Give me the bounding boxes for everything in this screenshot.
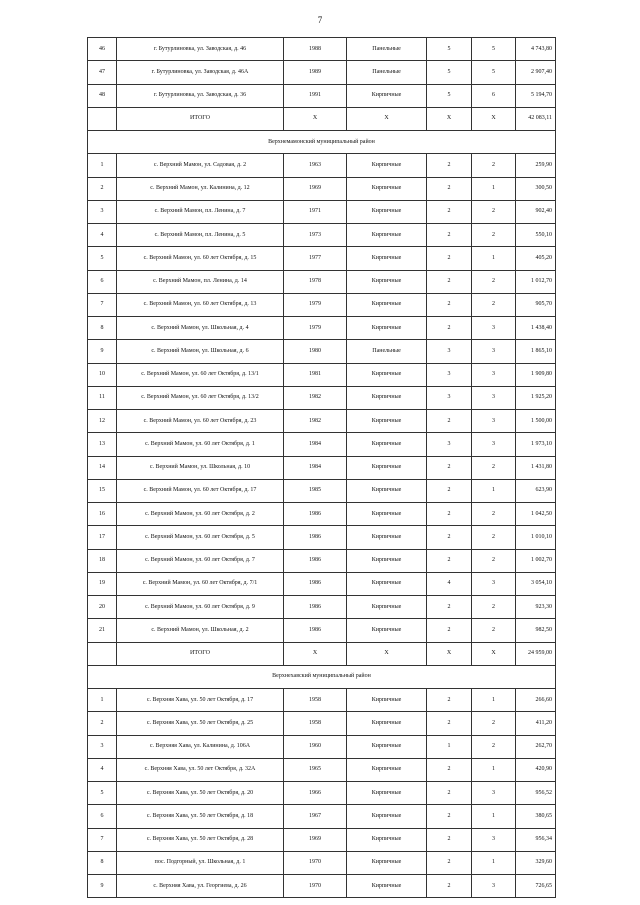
- total-label: ИТОГО: [117, 107, 284, 130]
- row-number: 19: [88, 572, 117, 595]
- area-cell: 1 865,10: [516, 340, 556, 363]
- material-cell: Кирпичные: [347, 200, 427, 223]
- page-number: 7: [317, 15, 323, 25]
- entrances-cell: 6: [472, 84, 516, 107]
- entrances-cell: 2: [472, 456, 516, 479]
- row-number: 9: [88, 340, 117, 363]
- address-cell: с. Верхняя Хава, ул. Георгиева, д. 26: [117, 875, 284, 898]
- table-row: [88, 154, 556, 177]
- material-cell: Кирпичные: [347, 386, 427, 409]
- area-cell: 1 002,70: [516, 549, 556, 572]
- floors-cell: 2: [427, 619, 472, 642]
- row-number: 10: [88, 363, 117, 386]
- floors-cell: 2: [427, 479, 472, 502]
- entrances-cell: 2: [472, 503, 516, 526]
- entrances-cell: 2: [472, 270, 516, 293]
- floors-cell: 3: [427, 340, 472, 363]
- area-cell: 1 431,80: [516, 456, 556, 479]
- table-row: [88, 735, 556, 758]
- area-cell: 1 012,70: [516, 270, 556, 293]
- table-row: [88, 200, 556, 223]
- area-cell: 905,70: [516, 293, 556, 316]
- total-label: ИТОГО: [117, 642, 284, 665]
- table-row: [88, 456, 556, 479]
- floors-cell: 2: [427, 177, 472, 200]
- address-cell: с. Верхняя Хава, ул. 50 лет Октября, д. 32А: [117, 758, 284, 781]
- row-number: 7: [88, 293, 117, 316]
- entrances-cell: 2: [472, 224, 516, 247]
- floors-cell: 2: [427, 805, 472, 828]
- row-number: 7: [88, 828, 117, 851]
- table-row: [88, 828, 556, 851]
- row-number: 20: [88, 596, 117, 619]
- address-cell: с. Верхняя Хава, ул. 50 лет Октября, д. 20: [117, 782, 284, 805]
- total-area: 24 959,00: [516, 642, 556, 665]
- address-cell: с. Верхний Мамон, пл. Ленина, д. 7: [117, 200, 284, 223]
- year-cell: 1981: [284, 363, 347, 386]
- row-number: 3: [88, 735, 117, 758]
- table-row: [88, 805, 556, 828]
- total-material: X: [347, 642, 427, 665]
- material-cell: Кирпичные: [347, 503, 427, 526]
- entrances-cell: 2: [472, 526, 516, 549]
- floors-cell: 3: [427, 386, 472, 409]
- area-cell: 956,34: [516, 828, 556, 851]
- entrances-cell: 3: [472, 828, 516, 851]
- material-cell: Кирпичные: [347, 270, 427, 293]
- address-cell: г. Бутурлиновка, ул. Заводская, д. 46А: [117, 61, 284, 84]
- area-cell: 1 438,40: [516, 317, 556, 340]
- table-row: [88, 619, 556, 642]
- row-number: 12: [88, 410, 117, 433]
- entrances-cell: 1: [472, 805, 516, 828]
- row-number: 9: [88, 875, 117, 898]
- address-cell: с. Верхний Мамон, ул. Школьная, д. 6: [117, 340, 284, 363]
- floors-cell: 4: [427, 572, 472, 595]
- material-cell: Кирпичные: [347, 549, 427, 572]
- address-cell: с. Верхняя Хава, ул. Калинина, д. 106А: [117, 735, 284, 758]
- entrances-cell: 3: [472, 433, 516, 456]
- floors-cell: 5: [427, 38, 472, 61]
- area-cell: 405,20: [516, 247, 556, 270]
- floors-cell: 2: [427, 224, 472, 247]
- entrances-cell: 2: [472, 735, 516, 758]
- table-row: [88, 875, 556, 898]
- entrances-cell: 3: [472, 572, 516, 595]
- material-cell: Кирпичные: [347, 293, 427, 316]
- year-cell: 1967: [284, 805, 347, 828]
- entrances-cell: 3: [472, 340, 516, 363]
- material-cell: Кирпичные: [347, 317, 427, 340]
- floors-cell: 2: [427, 782, 472, 805]
- total-year: X: [284, 107, 347, 130]
- material-cell: Кирпичные: [347, 479, 427, 502]
- table-row: [88, 596, 556, 619]
- table-row: [88, 270, 556, 293]
- entrances-cell: 3: [472, 410, 516, 433]
- entrances-cell: 3: [472, 782, 516, 805]
- year-cell: 1986: [284, 596, 347, 619]
- row-number: 5: [88, 782, 117, 805]
- address-cell: с. Верхний Мамон, ул. Школьная, д. 2: [117, 619, 284, 642]
- table-row: [88, 549, 556, 572]
- row-number: 4: [88, 224, 117, 247]
- year-cell: 1986: [284, 503, 347, 526]
- floors-cell: 2: [427, 293, 472, 316]
- section-title: Верхнемамонский муниципальный район: [88, 131, 556, 154]
- address-cell: с. Верхний Мамон, ул. 60 лет Октября, д. 23: [117, 410, 284, 433]
- row-number: 2: [88, 177, 117, 200]
- area-cell: 3 054,10: [516, 572, 556, 595]
- table-row: [88, 712, 556, 735]
- total-area: 42 083,11: [516, 107, 556, 130]
- area-cell: 420,90: [516, 758, 556, 781]
- total-material: X: [347, 107, 427, 130]
- row-number: 8: [88, 851, 117, 874]
- material-cell: Кирпичные: [347, 410, 427, 433]
- area-cell: 982,50: [516, 619, 556, 642]
- address-cell: с. Верхний Мамон, пл. Ленина, д. 14: [117, 270, 284, 293]
- year-cell: 1988: [284, 38, 347, 61]
- entrances-cell: 3: [472, 363, 516, 386]
- address-cell: с. Верхняя Хава, ул. 50 лет Октября, д. 28: [117, 828, 284, 851]
- area-cell: 1 973,10: [516, 433, 556, 456]
- floors-cell: 2: [427, 758, 472, 781]
- total-floors: X: [427, 642, 472, 665]
- floors-cell: 2: [427, 503, 472, 526]
- year-cell: 1982: [284, 386, 347, 409]
- year-cell: 1979: [284, 317, 347, 340]
- address-cell: с. Верхний Мамон, ул. 60 лет Октября, д. 13: [117, 293, 284, 316]
- year-cell: 1965: [284, 758, 347, 781]
- year-cell: 1986: [284, 572, 347, 595]
- address-cell: с. Верхний Мамон, ул. Калинина, д. 12: [117, 177, 284, 200]
- row-number: 21: [88, 619, 117, 642]
- table-row: [88, 479, 556, 502]
- year-cell: 1963: [284, 154, 347, 177]
- material-cell: Кирпичные: [347, 84, 427, 107]
- entrances-cell: 2: [472, 619, 516, 642]
- table-row: [88, 340, 556, 363]
- row-number: 1: [88, 154, 117, 177]
- material-cell: Кирпичные: [347, 224, 427, 247]
- total-row: [88, 107, 556, 130]
- material-cell: Панельные: [347, 38, 427, 61]
- area-cell: 1 500,00: [516, 410, 556, 433]
- year-cell: 1969: [284, 828, 347, 851]
- table-row: [88, 177, 556, 200]
- year-cell: 1980: [284, 340, 347, 363]
- area-cell: 329,60: [516, 851, 556, 874]
- material-cell: Кирпичные: [347, 875, 427, 898]
- entrances-cell: 1: [472, 479, 516, 502]
- address-cell: с. Верхний Мамон, ул. Школьная, д. 10: [117, 456, 284, 479]
- year-cell: 1960: [284, 735, 347, 758]
- table-row: [88, 247, 556, 270]
- row-number: 8: [88, 317, 117, 340]
- year-cell: 1958: [284, 712, 347, 735]
- material-cell: Кирпичные: [347, 596, 427, 619]
- table-row: [88, 38, 556, 61]
- material-cell: Кирпичные: [347, 247, 427, 270]
- row-number: 6: [88, 805, 117, 828]
- material-cell: Кирпичные: [347, 805, 427, 828]
- entrances-cell: 1: [472, 851, 516, 874]
- area-cell: 623,90: [516, 479, 556, 502]
- area-cell: 380,65: [516, 805, 556, 828]
- table-row: [88, 410, 556, 433]
- year-cell: 1984: [284, 456, 347, 479]
- area-cell: 726,65: [516, 875, 556, 898]
- floors-cell: 2: [427, 200, 472, 223]
- table-row: [88, 84, 556, 107]
- material-cell: Панельные: [347, 61, 427, 84]
- year-cell: 1985: [284, 479, 347, 502]
- year-cell: 1970: [284, 875, 347, 898]
- material-cell: Кирпичные: [347, 828, 427, 851]
- floors-cell: 1: [427, 735, 472, 758]
- floors-cell: 2: [427, 247, 472, 270]
- year-cell: 1970: [284, 851, 347, 874]
- address-cell: г. Бутурлиновка, ул. Заводская, д. 36: [117, 84, 284, 107]
- area-cell: 902,40: [516, 200, 556, 223]
- floors-cell: 2: [427, 596, 472, 619]
- row-number: 13: [88, 433, 117, 456]
- address-cell: с. Верхний Мамон, ул. 60 лет Октября, д. 2: [117, 503, 284, 526]
- year-cell: 1966: [284, 782, 347, 805]
- address-cell: пос. Подгорный, ул. Школьная, д. 1: [117, 851, 284, 874]
- table-row: [88, 363, 556, 386]
- total-entrances: X: [472, 642, 516, 665]
- floors-cell: 5: [427, 84, 472, 107]
- entrances-cell: 2: [472, 154, 516, 177]
- table-row: [88, 293, 556, 316]
- table-row: [88, 782, 556, 805]
- area-cell: 300,50: [516, 177, 556, 200]
- floors-cell: 2: [427, 410, 472, 433]
- entrances-cell: 2: [472, 596, 516, 619]
- table-body: [88, 38, 556, 898]
- row-number: 17: [88, 526, 117, 549]
- section-title: Верхнехавский муниципальный район: [88, 665, 556, 688]
- year-cell: 1978: [284, 270, 347, 293]
- area-cell: 1 909,80: [516, 363, 556, 386]
- area-cell: 923,30: [516, 596, 556, 619]
- row-number: 18: [88, 549, 117, 572]
- address-cell: с. Верхний Мамон, ул. 60 лет Октября, д. 1: [117, 433, 284, 456]
- floors-cell: 2: [427, 456, 472, 479]
- housing-table: [87, 37, 556, 898]
- address-cell: г. Бутурлиновка, ул. Заводская, д. 46: [117, 38, 284, 61]
- material-cell: Кирпичные: [347, 689, 427, 712]
- area-cell: 259,90: [516, 154, 556, 177]
- address-cell: с. Верхний Мамон, ул. Школьная, д. 4: [117, 317, 284, 340]
- year-cell: 1958: [284, 689, 347, 712]
- table-row: [88, 572, 556, 595]
- area-cell: 1 010,10: [516, 526, 556, 549]
- floors-cell: 2: [427, 549, 472, 572]
- row-number: 48: [88, 84, 117, 107]
- entrances-cell: 2: [472, 293, 516, 316]
- address-cell: с. Верхняя Хава, ул. 50 лет Октября, д. 25: [117, 712, 284, 735]
- material-cell: Кирпичные: [347, 712, 427, 735]
- entrances-cell: 3: [472, 875, 516, 898]
- entrances-cell: 2: [472, 549, 516, 572]
- table-row: [88, 526, 556, 549]
- floors-cell: 2: [427, 712, 472, 735]
- table-row: [88, 689, 556, 712]
- entrances-cell: 1: [472, 177, 516, 200]
- row-number: 11: [88, 386, 117, 409]
- table-row: [88, 224, 556, 247]
- floors-cell: 2: [427, 689, 472, 712]
- table-row: [88, 851, 556, 874]
- area-cell: 550,10: [516, 224, 556, 247]
- year-cell: 1977: [284, 247, 347, 270]
- floors-cell: 2: [427, 154, 472, 177]
- material-cell: Кирпичные: [347, 433, 427, 456]
- row-number: 3: [88, 200, 117, 223]
- row-number: 15: [88, 479, 117, 502]
- address-cell: с. Верхний Мамон, ул. 60 лет Октября, д. 9: [117, 596, 284, 619]
- entrances-cell: 2: [472, 712, 516, 735]
- area-cell: 262,70: [516, 735, 556, 758]
- area-cell: 1 042,50: [516, 503, 556, 526]
- address-cell: с. Верхний Мамон, ул. 60 лет Октября, д. 7: [117, 549, 284, 572]
- year-cell: 1984: [284, 433, 347, 456]
- floors-cell: 2: [427, 270, 472, 293]
- total-floors: X: [427, 107, 472, 130]
- table-row: [88, 503, 556, 526]
- entrances-cell: 1: [472, 247, 516, 270]
- area-cell: 2 907,40: [516, 61, 556, 84]
- table-row: [88, 433, 556, 456]
- material-cell: Панельные: [347, 340, 427, 363]
- table-row: [88, 386, 556, 409]
- entrances-cell: 1: [472, 758, 516, 781]
- material-cell: Кирпичные: [347, 735, 427, 758]
- row-number: 5: [88, 247, 117, 270]
- area-cell: 5 194,70: [516, 84, 556, 107]
- floors-cell: 2: [427, 851, 472, 874]
- total-entrances: X: [472, 107, 516, 130]
- area-cell: 411,20: [516, 712, 556, 735]
- year-cell: 1986: [284, 549, 347, 572]
- row-number: 2: [88, 712, 117, 735]
- year-cell: 1986: [284, 619, 347, 642]
- material-cell: Кирпичные: [347, 572, 427, 595]
- year-cell: 1969: [284, 177, 347, 200]
- area-cell: 266,60: [516, 689, 556, 712]
- address-cell: с. Верхний Мамон, ул. 60 лет Октября, д. 17: [117, 479, 284, 502]
- year-cell: 1971: [284, 200, 347, 223]
- entrances-cell: 5: [472, 38, 516, 61]
- address-cell: с. Верхний Мамон, ул. 60 лет Октября, д. 5: [117, 526, 284, 549]
- material-cell: Кирпичные: [347, 782, 427, 805]
- area-cell: 4 743,80: [516, 38, 556, 61]
- material-cell: Кирпичные: [347, 758, 427, 781]
- material-cell: Кирпичные: [347, 456, 427, 479]
- floors-cell: 5: [427, 61, 472, 84]
- material-cell: Кирпичные: [347, 851, 427, 874]
- row-number: 4: [88, 758, 117, 781]
- year-cell: 1991: [284, 84, 347, 107]
- year-cell: 1986: [284, 526, 347, 549]
- empty-cell: [88, 642, 117, 665]
- area-cell: 956,52: [516, 782, 556, 805]
- floors-cell: 3: [427, 433, 472, 456]
- section-header-row: [88, 131, 556, 154]
- material-cell: Кирпичные: [347, 154, 427, 177]
- entrances-cell: 2: [472, 200, 516, 223]
- address-cell: с. Верхний Мамон, ул. 60 лет Октября, д. 13/1: [117, 363, 284, 386]
- address-cell: с. Верхний Мамон, ул. Садовая, д. 2: [117, 154, 284, 177]
- table-row: [88, 61, 556, 84]
- row-number: 14: [88, 456, 117, 479]
- year-cell: 1979: [284, 293, 347, 316]
- year-cell: 1989: [284, 61, 347, 84]
- floors-cell: 2: [427, 317, 472, 340]
- floors-cell: 3: [427, 363, 472, 386]
- address-cell: с. Верхний Мамон, ул. 60 лет Октября, д. 15: [117, 247, 284, 270]
- address-cell: с. Верхний Мамон, ул. 60 лет Октября, д. 13/2: [117, 386, 284, 409]
- material-cell: Кирпичные: [347, 177, 427, 200]
- material-cell: Кирпичные: [347, 619, 427, 642]
- entrances-cell: 3: [472, 317, 516, 340]
- floors-cell: 2: [427, 526, 472, 549]
- address-cell: с. Верхний Мамон, ул. 60 лет Октября, д. 7/1: [117, 572, 284, 595]
- area-cell: 1 925,20: [516, 386, 556, 409]
- section-header-row: [88, 665, 556, 688]
- table-row: [88, 317, 556, 340]
- address-cell: с. Верхняя Хава, ул. 50 лет Октября, д. 18: [117, 805, 284, 828]
- address-cell: с. Верхняя Хава, ул. 50 лет Октября, д. 17: [117, 689, 284, 712]
- row-number: 47: [88, 61, 117, 84]
- row-number: 46: [88, 38, 117, 61]
- entrances-cell: 5: [472, 61, 516, 84]
- row-number: 16: [88, 503, 117, 526]
- address-cell: с. Верхний Мамон, пл. Ленина, д. 5: [117, 224, 284, 247]
- table-row: [88, 758, 556, 781]
- row-number: 6: [88, 270, 117, 293]
- year-cell: 1973: [284, 224, 347, 247]
- year-cell: 1982: [284, 410, 347, 433]
- row-number: 1: [88, 689, 117, 712]
- material-cell: Кирпичные: [347, 526, 427, 549]
- total-year: X: [284, 642, 347, 665]
- empty-cell: [88, 107, 117, 130]
- entrances-cell: 3: [472, 386, 516, 409]
- floors-cell: 2: [427, 828, 472, 851]
- material-cell: Кирпичные: [347, 363, 427, 386]
- floors-cell: 2: [427, 875, 472, 898]
- entrances-cell: 1: [472, 689, 516, 712]
- total-row: [88, 642, 556, 665]
